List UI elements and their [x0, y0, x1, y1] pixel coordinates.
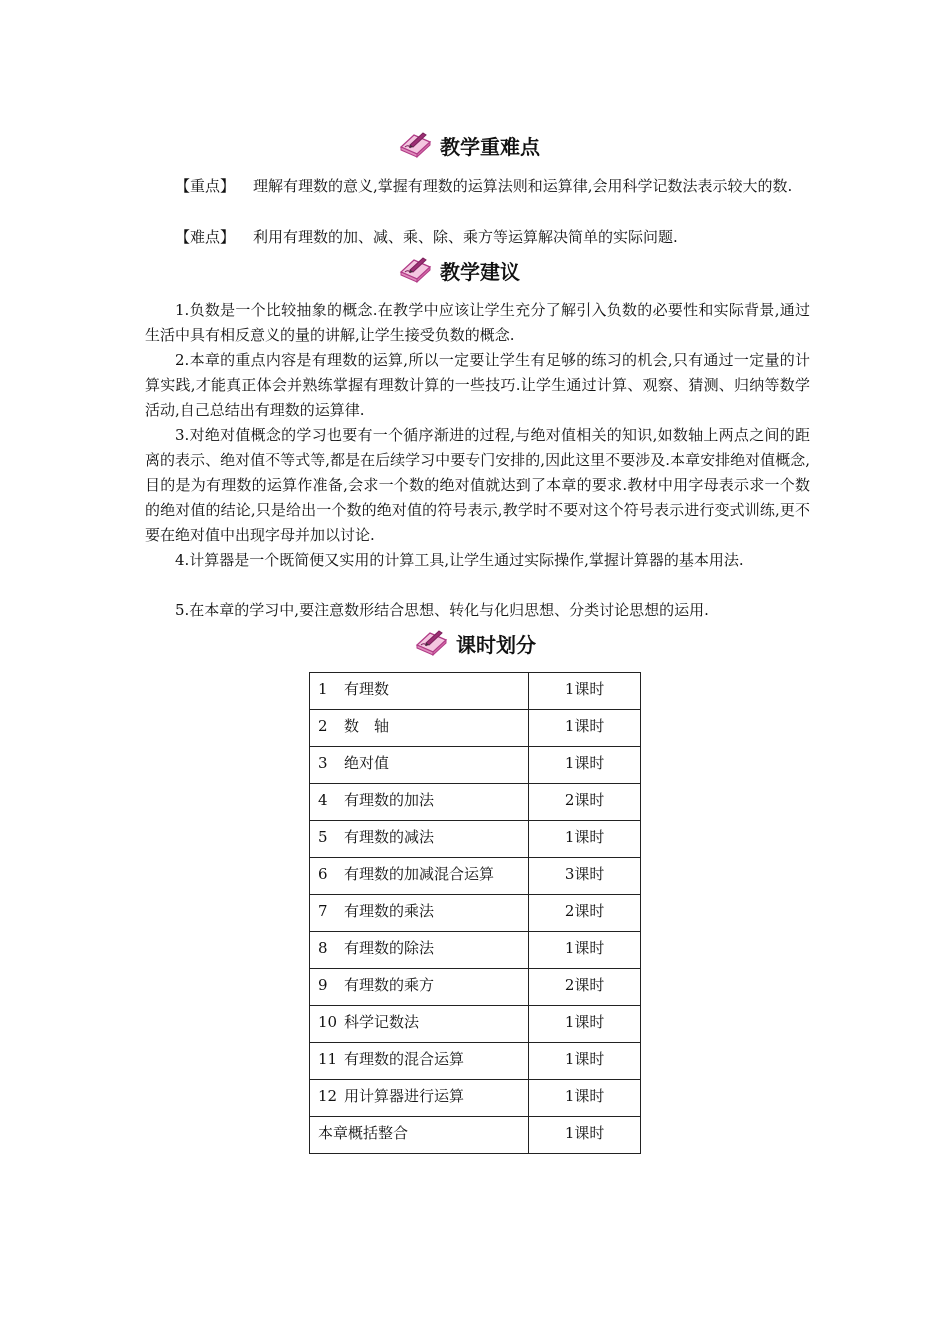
lesson-topic: 有理数的乘法: [344, 902, 435, 920]
lesson-hours-cell: 1课时: [529, 710, 641, 747]
table-row: [310, 858, 641, 895]
lesson-topic: 用计算器进行运算: [344, 1087, 465, 1105]
hard-point-text: 利用有理数的加、减、乘、除、乘方等运算解决简单的实际问题.: [253, 228, 678, 246]
lesson-topic: 绝对值: [344, 754, 390, 772]
lesson-topic: 有理数的乘方: [344, 976, 435, 994]
lesson-hours-cell: 1课时: [529, 821, 641, 858]
table-row: [310, 969, 641, 1006]
schedule-table-body: [310, 673, 641, 1154]
lesson-number: 10: [318, 1013, 338, 1031]
section-title: 教学重难点: [440, 134, 540, 159]
lesson-hours-cell: 1课时: [529, 1043, 641, 1080]
table-row: [310, 1043, 641, 1080]
lesson-number: 4: [318, 791, 328, 809]
lesson-number: 8: [318, 939, 328, 957]
lesson-topic: 有理数的加减混合运算: [344, 865, 495, 883]
pencil-note-icon: [398, 130, 432, 160]
lesson-number: 11: [318, 1050, 338, 1068]
lesson-hours-cell: 1课时: [529, 932, 641, 969]
lesson-topic-cell: [310, 969, 529, 1006]
lesson-hours-cell: 2课时: [529, 895, 641, 932]
lesson-topic-cell: [310, 1117, 529, 1154]
lesson-hours-cell: 1课时: [529, 1117, 641, 1154]
table-row: [310, 895, 641, 932]
lesson-topic-cell: [310, 673, 529, 710]
schedule-table: [309, 672, 641, 1154]
section-title: 课时划分: [456, 632, 536, 657]
table-row: [310, 1006, 641, 1043]
lesson-number: 2: [318, 717, 328, 735]
lesson-hours-cell: 1课时: [529, 673, 641, 710]
lesson-number: 12: [318, 1087, 338, 1105]
suggestion-item-1: 1.负数是一个比较抽象的概念.在教学中应该让学生充分了解引入负数的必要性和实际背景,通过生活中具有相反意义的量的讲解,让学生接受负数的概念.: [145, 301, 810, 344]
table-row: [310, 673, 641, 710]
section-heading-suggestion: [398, 255, 520, 285]
lesson-hours-cell: 1课时: [529, 747, 641, 784]
lesson-topic: 有理数的除法: [344, 939, 435, 957]
lesson-hours-cell: 2课时: [529, 784, 641, 821]
suggestion-item-5: 5.在本章的学习中,要注意数形结合思想、转化与化归思想、分类讨论思想的运用.: [175, 601, 709, 619]
lesson-number: 9: [318, 976, 328, 994]
lesson-topic-cell: [310, 858, 529, 895]
hard-point-label: 【难点】: [175, 228, 236, 246]
lesson-topic: 有理数的加法: [344, 791, 435, 809]
table-row: [310, 932, 641, 969]
suggestion-item-2: 2.本章的重点内容是有理数的运算,所以一定要让学生有足够的练习的机会,只有通过一定量的计算实践,才能真正体会并熟练掌握有理数计算的一些技巧.让学生通过计算、观察、猜测、归纳等数学活动,自己总结出有理数的运算律.: [145, 351, 810, 419]
lesson-topic-cell: [310, 784, 529, 821]
table-row: [310, 710, 641, 747]
lesson-topic: 本章概括整合: [318, 1124, 409, 1142]
key-point-text: 理解有理数的意义,掌握有理数的运算法则和运算律,会用科学记数法表示较大的数.: [253, 177, 793, 195]
key-point-label: 【重点】: [175, 177, 236, 195]
section-title: 教学建议: [440, 259, 520, 284]
table-row: [310, 821, 641, 858]
lesson-number: 6: [318, 865, 328, 883]
key-point-paragraph: [145, 174, 810, 199]
lesson-hours-cell: 1课时: [529, 1006, 641, 1043]
lesson-topic-cell: [310, 895, 529, 932]
suggestion-item-3: 3.对绝对值概念的学习也要有一个循序渐进的过程,与绝对值相关的知识,如数轴上两点之间的距离的表示、绝对值不等式等,都是在后续学习中要专门安排的,因此这里不要涉及.本章安排绝对值概念,目的是为有理数的运算作准备,会求一个数的绝对值就达到了本章的要求.教材中用字母表示求一个数的绝对值的结论,只是给出一个数的绝对值的符号表示,教学时不要对这个符号表示进行变式训练,更不要在绝对值中出现字母并加以讨论.: [145, 426, 810, 544]
lesson-number: 1: [318, 680, 328, 698]
lesson-topic: 有理数的混合运算: [344, 1050, 465, 1068]
lesson-number: 3: [318, 754, 328, 772]
lesson-topic-cell: [310, 932, 529, 969]
table-row: [310, 1080, 641, 1117]
lesson-hours-cell: 3课时: [529, 858, 641, 895]
lesson-hours-cell: 2课时: [529, 969, 641, 1006]
lesson-topic: 数 轴: [344, 717, 390, 735]
section-heading-difficulty: [398, 130, 540, 160]
lesson-topic: 科学记数法: [344, 1013, 420, 1031]
section-heading-schedule: [414, 628, 536, 658]
pencil-note-icon: [414, 628, 448, 658]
suggestion-item-4: 4.计算器是一个既简便又实用的计算工具,让学生通过实际操作,掌握计算器的基本用法.: [175, 551, 744, 569]
lesson-hours-cell: 1课时: [529, 1080, 641, 1117]
table-row: [310, 747, 641, 784]
lesson-topic-cell: [310, 1080, 529, 1117]
lesson-topic-cell: [310, 747, 529, 784]
pencil-note-icon: [398, 255, 432, 285]
lesson-topic-cell: [310, 1043, 529, 1080]
lesson-number: 5: [318, 828, 328, 846]
lesson-topic: 有理数的减法: [344, 828, 435, 846]
lesson-topic-cell: [310, 710, 529, 747]
table-row: [310, 1117, 641, 1154]
lesson-topic-cell: [310, 1006, 529, 1043]
lesson-number: 7: [318, 902, 328, 920]
table-row: [310, 784, 641, 821]
lesson-topic-cell: [310, 821, 529, 858]
lesson-topic: 有理数: [344, 680, 390, 698]
hard-point-paragraph: [145, 225, 810, 250]
